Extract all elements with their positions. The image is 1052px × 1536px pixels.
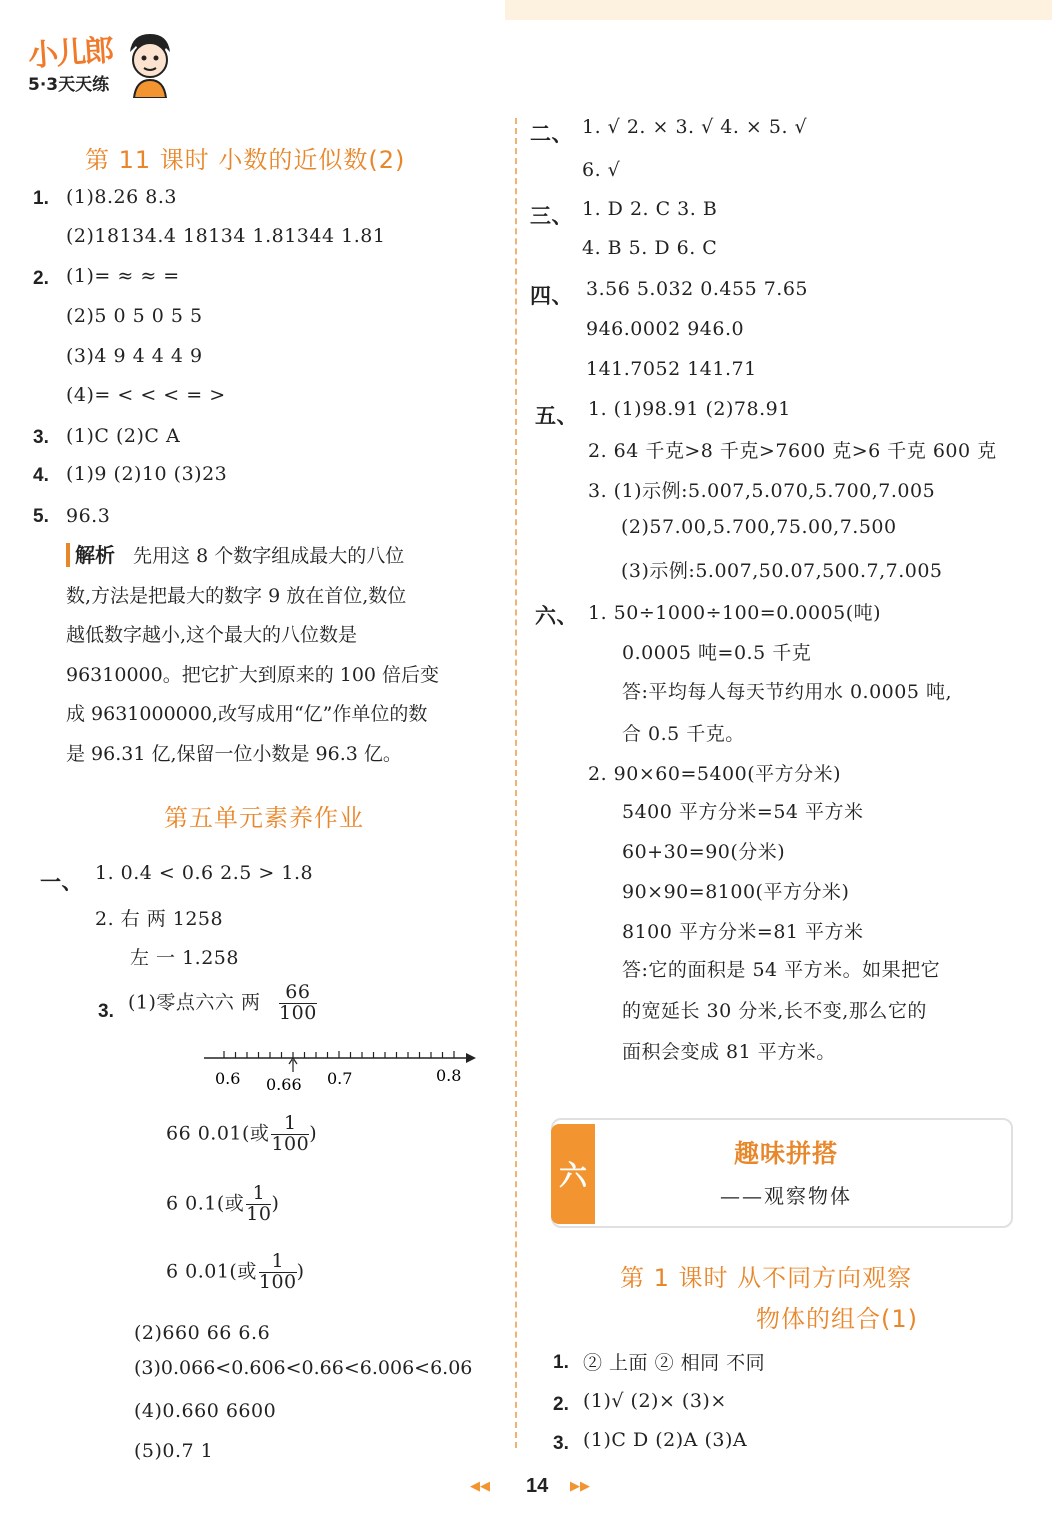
q2-line4: (4)= < < < = > (66, 384, 226, 406)
analysis-line2: 数,方法是把最大的数字 9 放在首位,数位 (66, 584, 407, 607)
s1-a3-text: (1)零点六六 两 (128, 991, 261, 1014)
s1-p5: (5)0.7 1 (134, 1440, 214, 1462)
s1-r1-close: ) (309, 1122, 318, 1145)
s1-p2: (2)660 66 6.6 (134, 1322, 271, 1344)
s6-line5: 2. 90×60=5400(平方分米) (588, 763, 842, 785)
s1-a1: 1. 0.4 < 0.6 2.5 > 1.8 (95, 862, 314, 884)
header-band (505, 0, 1052, 20)
s5-line4: (2)57.00,5.700,75.00,7.500 (621, 516, 897, 538)
r-q1-answer: ② 上面 ② 相同 不同 (583, 1352, 766, 1374)
s4-mark: 四、 (530, 283, 573, 308)
s6-line1: 1. 50÷1000÷100=0.0005(吨) (588, 602, 882, 624)
brand-logo-subtitle: 5·3天天练 (28, 75, 110, 95)
q3-number: 3. (33, 427, 49, 448)
fraction-numerator: 1 (284, 1112, 297, 1134)
brand-logo (28, 28, 112, 95)
column-divider (515, 118, 517, 1448)
q1-line2: (2)18134.4 18134 1.81344 1.81 (66, 225, 386, 247)
s4-line1: 3.56 5.032 0.455 7.65 (586, 278, 809, 300)
s6-line11: 的宽延长 30 分米,长不变,那么它的 (622, 1000, 927, 1022)
s3-line2: 4. B 5. D 6. C (582, 237, 718, 259)
s4-line3: 141.7052 141.71 (586, 358, 757, 380)
lesson1-title-line1: 第 1 课时 从不同方向观察 (620, 1264, 913, 1292)
unit6-subtitle: ——观察物体 (720, 1184, 852, 1208)
s4-line2: 946.0002 946.0 (586, 318, 745, 340)
lesson-title: 第 11 课时 小数的近似数(2) (85, 146, 406, 174)
s6-line3: 答:平均每人每天节约用水 0.0005 吨, (622, 681, 953, 703)
s1-mark: 一、 (40, 869, 83, 894)
analysis-label: 解析 (66, 543, 115, 567)
q1-line1: (1)8.26 8.3 (66, 186, 177, 208)
s1-r2 (166, 1184, 279, 1225)
s2-mark: 二、 (530, 121, 573, 146)
s5-line2: 2. 64 千克>8 千克>7600 克>6 千克 600 克 (588, 440, 997, 462)
unit6-title: 趣味拼搭 (734, 1139, 839, 1168)
q2-line3: (3)4 9 4 4 4 9 (66, 345, 203, 367)
fraction-1-100-a (271, 1114, 309, 1155)
s1-a2b: 左 一 1.258 (130, 947, 239, 969)
lesson1-title-line2: 物体的组合(1) (756, 1305, 918, 1333)
analysis-line3: 越低数字越小,这个最大的八位数是 (66, 624, 358, 646)
fraction-denominator: 10 (246, 1202, 272, 1225)
s1-r2-text: 6 0.1(或 (166, 1192, 245, 1215)
fraction-1-10 (246, 1184, 271, 1225)
analysis-line5: 成 9631000000,改写成用“亿”作单位的数 (66, 703, 428, 725)
s1-r1-text: 66 0.01(或 (166, 1122, 270, 1145)
s2-line1: 1. √ 2. × 3. √ 4. × 5. √ (582, 116, 808, 138)
s6-line8: 90×90=8100(平方分米) (622, 881, 850, 903)
mascot-boy-icon (124, 30, 174, 98)
fraction-66-100 (279, 983, 317, 1024)
number-line-label-0.8: 0.8 (436, 1066, 462, 1085)
r-q3-answer: (1)C D (2)A (3)A (583, 1429, 748, 1451)
s6-line10: 答:它的面积是 54 平方米。如果把它 (622, 959, 941, 981)
number-line-label-0.7: 0.7 (327, 1069, 353, 1088)
number-line-arrow-marker (289, 1058, 297, 1072)
analysis-line6: 是 96.31 亿,保留一位小数是 96.3 亿。 (66, 742, 402, 765)
s1-a3 (128, 983, 317, 1024)
fraction-denominator: 100 (279, 1001, 317, 1024)
fraction-denominator: 100 (271, 1132, 310, 1155)
analysis-line1 (66, 536, 498, 577)
unit6-badge: 六 (551, 1124, 595, 1224)
s1-p3: (3)0.066<0.606<0.66<6.006<6.06 (134, 1357, 473, 1379)
q3-answer: (1)C (2)C A (66, 425, 181, 447)
s5-line5: (3)示例:5.007,50.07,500.7,7.005 (621, 560, 943, 582)
number-line (200, 1044, 480, 1094)
fraction-numerator: 66 (285, 981, 311, 1003)
r-q2-number: 2. (553, 1394, 569, 1415)
q1-number: 1. (33, 188, 49, 209)
prev-page-arrows-icon[interactable]: ◀◀ (470, 1479, 490, 1494)
number-line-ticks (224, 1051, 454, 1058)
s2-line2: 6. √ (582, 159, 621, 181)
fraction-1-100-b (259, 1252, 297, 1293)
next-page-arrows-icon[interactable]: ▶▶ (570, 1479, 590, 1494)
s1-a3-number: 3. (98, 1001, 114, 1022)
unit5-title: 第五单元素养作业 (164, 804, 364, 832)
s1-r3 (166, 1252, 305, 1293)
s6-line9: 8100 平方分米=81 平方米 (622, 921, 864, 943)
q4-answer: (1)9 (2)10 (3)23 (66, 463, 228, 485)
s5-line1: 1. (1)98.91 (2)78.91 (588, 398, 791, 420)
analysis-block (66, 536, 498, 774)
brand-logo-title: 小儿郎 (27, 33, 114, 74)
number-line-label-0.66: 0.66 (266, 1075, 302, 1094)
q2-line2: (2)5 0 5 0 5 5 (66, 305, 203, 327)
q2-line1: (1)= ≈ ≈ = (66, 265, 180, 287)
s6-line4: 合 0.5 千克。 (622, 723, 745, 745)
s1-r1 (166, 1114, 317, 1155)
q4-number: 4. (33, 465, 49, 486)
s1-r2-close: ) (271, 1192, 280, 1215)
q5-number: 5. (33, 506, 49, 527)
s3-mark: 三、 (530, 203, 573, 228)
analysis-line4: 96310000。把它扩大到原来的 100 倍后变 (66, 663, 440, 686)
number-line-label-0.6: 0.6 (215, 1069, 241, 1088)
s6-line7: 60+30=90(分米) (622, 841, 786, 863)
s1-r3-close: ) (296, 1260, 305, 1283)
r-q1-number: 1. (553, 1352, 569, 1373)
analysis-text1: 先用这 8 个数字组成最大的八位 (133, 545, 405, 567)
s6-line12: 面积会变成 81 平方米。 (622, 1041, 836, 1063)
s6-mark: 六、 (535, 603, 578, 628)
s5-line3: 3. (1)示例:5.007,5.070,5.700,7.005 (588, 480, 936, 502)
s5-mark: 五、 (535, 403, 578, 428)
s6-line2: 0.0005 吨=0.5 千克 (622, 642, 812, 664)
page-number: 14 (526, 1475, 549, 1497)
s1-p4: (4)0.660 6600 (134, 1400, 277, 1422)
q2-number: 2. (33, 268, 49, 289)
r-q3-number: 3. (553, 1433, 569, 1454)
s3-line1: 1. D 2. C 3. B (582, 198, 718, 220)
s6-line6: 5400 平方分米=54 平方米 (622, 801, 864, 823)
fraction-numerator: 1 (271, 1250, 285, 1272)
s1-r3-text: 6 0.01(或 (166, 1260, 257, 1283)
s1-a2: 2. 右 两 1258 (95, 908, 224, 930)
q5-answer: 96.3 (66, 505, 111, 527)
r-q2-answer: (1)√ (2)× (3)× (583, 1390, 727, 1412)
fraction-numerator: 1 (252, 1182, 266, 1204)
fraction-denominator: 100 (258, 1270, 297, 1293)
